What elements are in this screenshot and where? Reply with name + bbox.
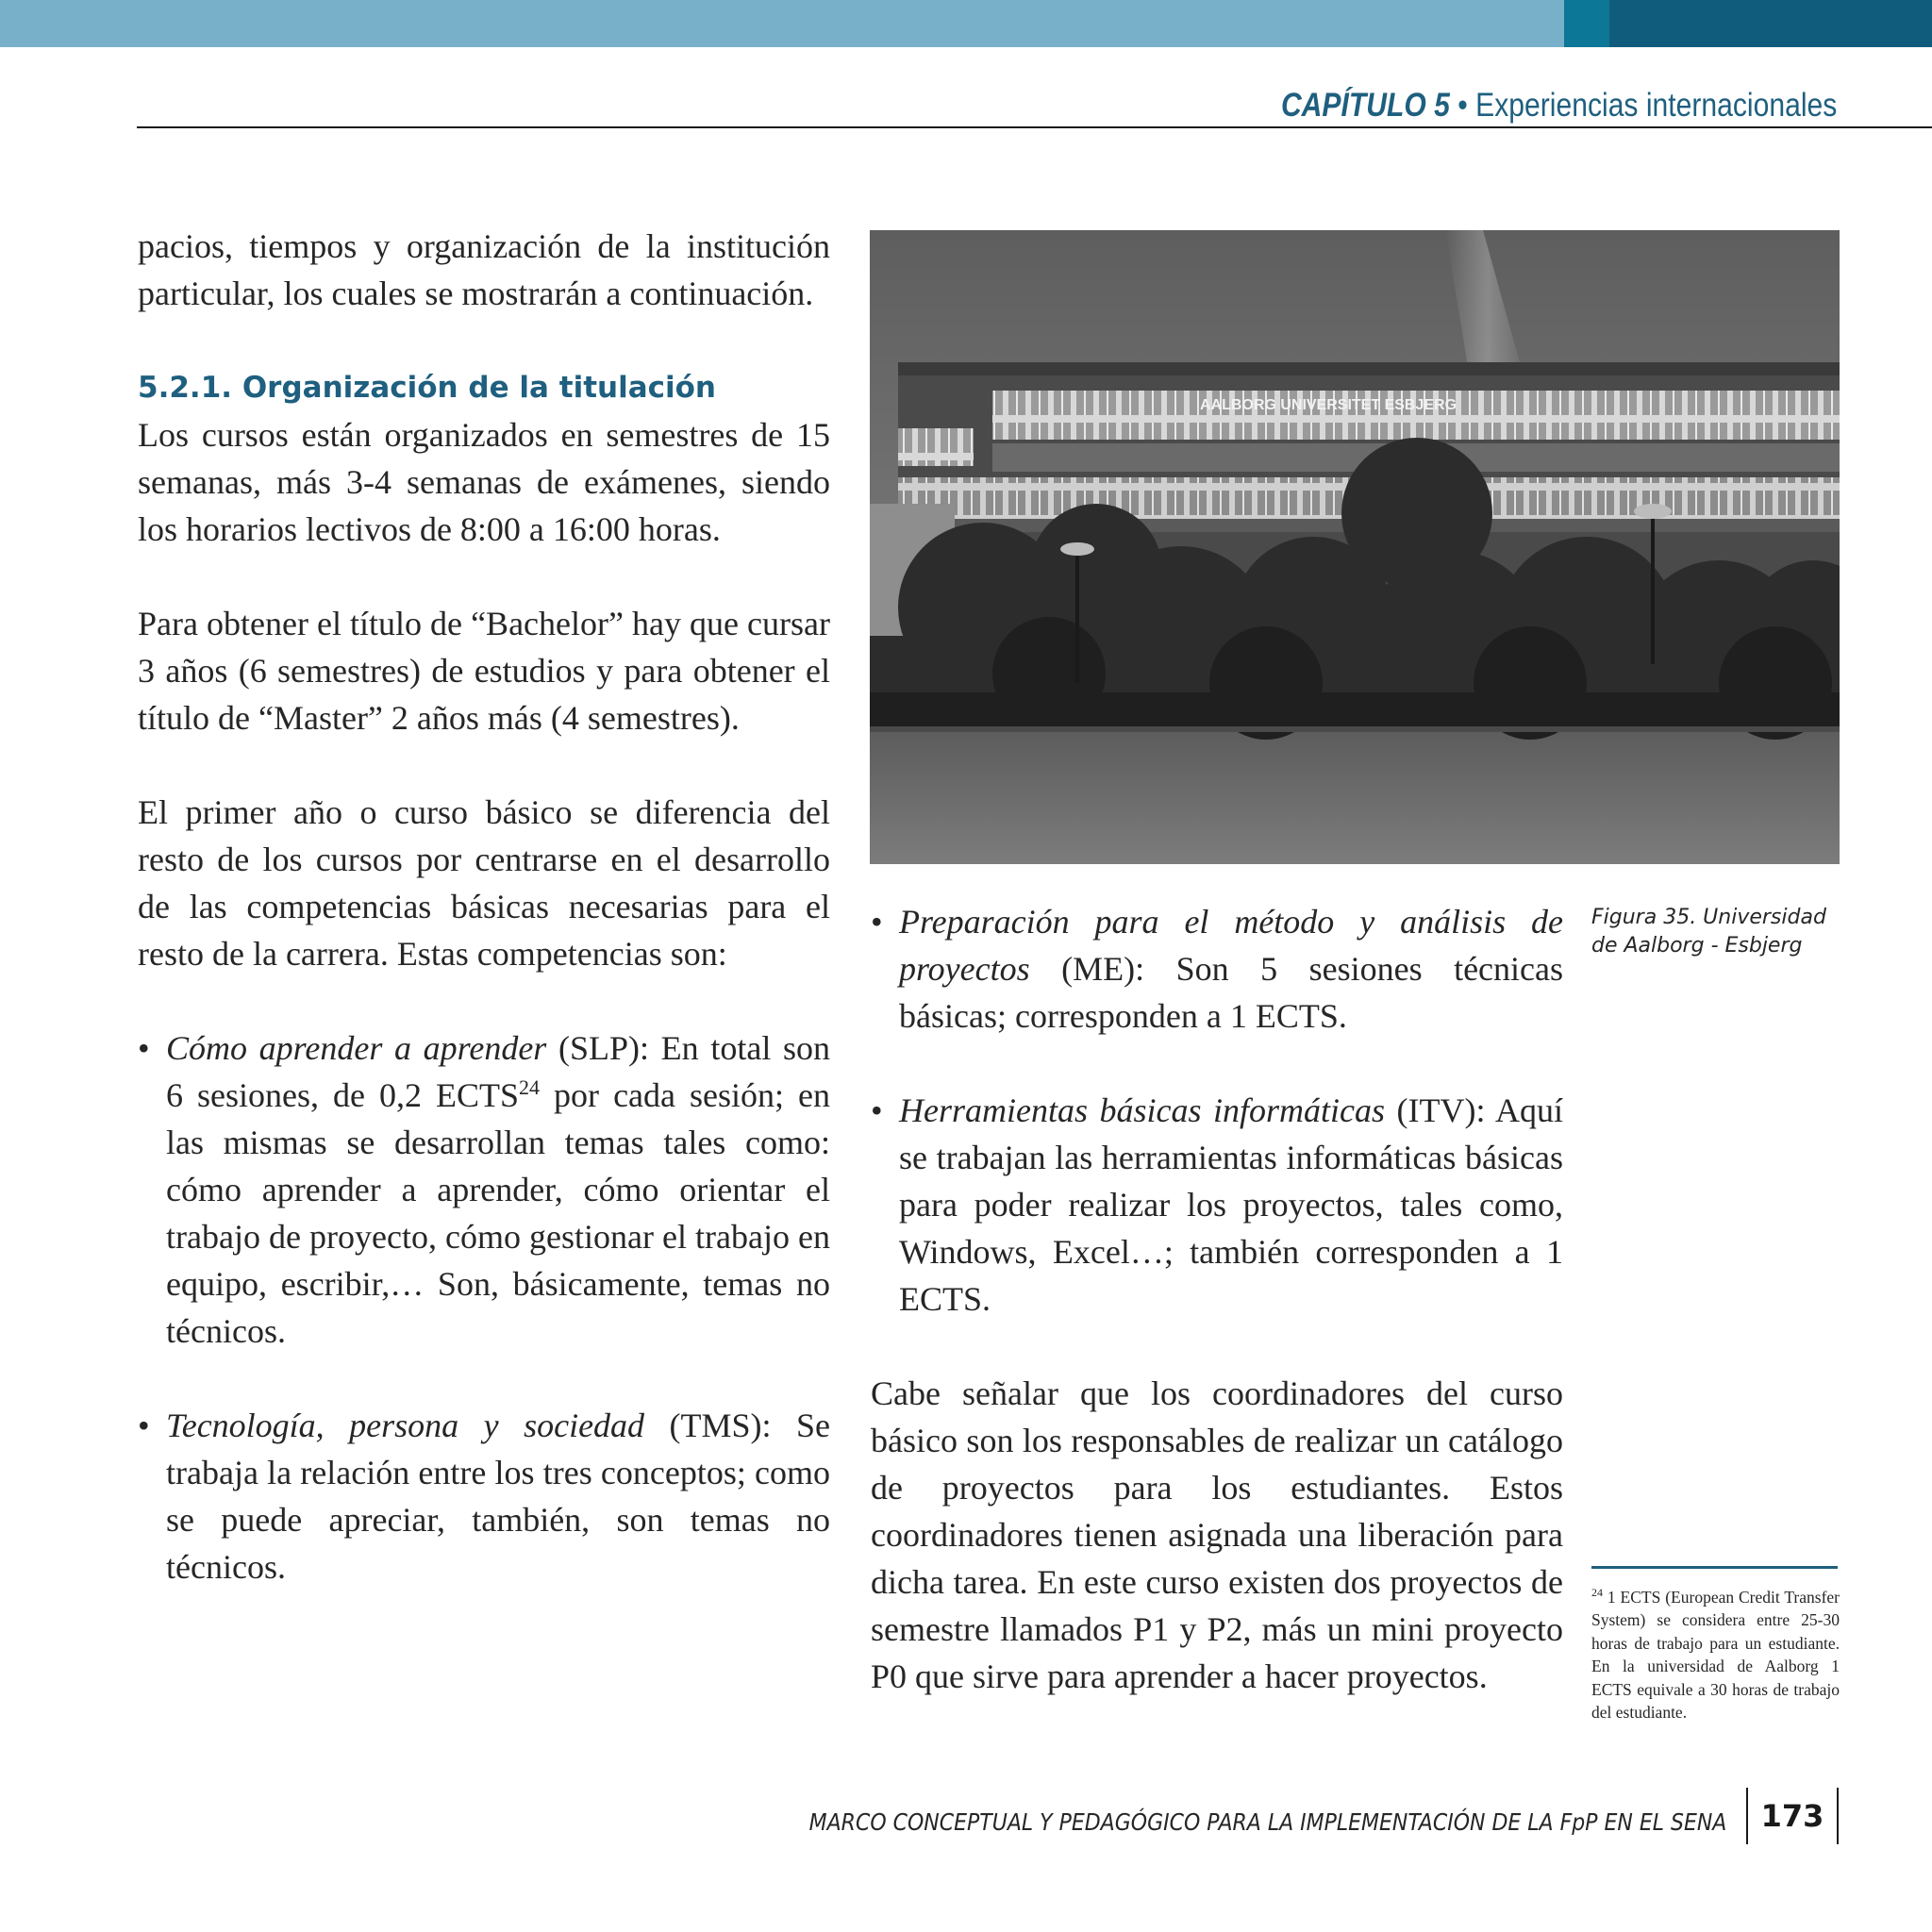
section-heading: 5.2.1. Organización de la titulación xyxy=(138,371,716,405)
university-building-photo xyxy=(870,230,1840,864)
bullet-title: Tecnología, persona y sociedad xyxy=(166,1407,645,1444)
bullet-text: (ME): Son 5 sesiones técnicas básicas; corresponden a 1 ECTS. xyxy=(899,950,1563,1035)
spacer xyxy=(871,1040,1563,1087)
intro-paragraph: pacios, tiempos y organización de la institución particular, los cuales se mostrarán a continuación. xyxy=(138,227,830,312)
footnote xyxy=(1591,1581,1840,1724)
bullet-title: Cómo aprender a aprender xyxy=(166,1029,547,1067)
paragraph-degrees: Para obtener el título de “Bachelor” hay que cursar 3 años (6 semestres) de estudios y para obtener el título de “Master” 2 años más (4 semestres). xyxy=(138,605,830,737)
bullet-me xyxy=(871,898,1563,1040)
bullet-dot: • xyxy=(871,1091,883,1129)
bullet-title: Herramientas básicas informáticas xyxy=(899,1091,1386,1129)
left-column xyxy=(138,223,830,1591)
bullet-slp xyxy=(138,1024,830,1355)
bullet-text: por cada sesión; en las mismas se desarrollan temas tales como: cómo aprender a aprender, cómo orientar el trabajo de proyecto, cómo gestionar el trabajo en equipo, escribir,… Son, básicamente, temas no técnicos. xyxy=(166,1076,831,1350)
building-sign: AALBORG UNIVERSITET ESBJERG xyxy=(1200,397,1457,413)
header-accent-block xyxy=(1564,0,1932,47)
footnote-ref[interactable]: 24 xyxy=(519,1075,541,1099)
chapter-title: Experiencias internacionales xyxy=(1474,87,1837,124)
footer-divider-right xyxy=(1837,1788,1839,1844)
header-accent-stripe xyxy=(1564,0,1609,47)
bullet-title: Preparación para el método y análisis de proyectos xyxy=(899,903,1563,988)
chapter-header xyxy=(1281,87,1837,125)
chapter-label: CAPÍTULO 5 xyxy=(1280,87,1450,124)
footnote-number: 24 xyxy=(1591,1586,1603,1599)
bullet-text: (TMS): Se trabaja la relación entre los tres conceptos; como se puede apreciar, también, son temas no técnicos. xyxy=(166,1407,831,1586)
spacer xyxy=(138,553,830,600)
spacer xyxy=(138,741,830,789)
spacer xyxy=(138,317,830,364)
footnote-text: 1 ECTS (European Credit Transfer System) se considera entre 25-30 horas de trabajo para un estudiante. En la universidad de Aalborg 1 ECTS equivale a 30 horas de trabajo del estudiante. xyxy=(1591,1587,1840,1723)
bullet-dot: • xyxy=(138,1029,150,1067)
bullet-tms xyxy=(138,1402,830,1591)
chapter-separator: • xyxy=(1449,87,1475,124)
paragraph-semesters: Los cursos están organizados en semestres de 15 semanas, más 3-4 semanas de exámenes, siendo los horarios lectivos de 8:00 a 16:00 horas. xyxy=(138,416,830,548)
spacer xyxy=(138,977,830,1024)
spacer xyxy=(138,1355,830,1402)
bullet-text: (SLP): En total son 6 sesiones, de 0,2 ECTS xyxy=(166,1029,830,1114)
footnote-rule xyxy=(1591,1566,1838,1569)
paragraph-coordinators: Cabe señalar que los coordinadores del curso básico son los responsables de realizar un catálogo de proyectos para los estudiantes. Estos coordinadores tienen asignada una liberación para dicha tarea. En este curso existen dos proyectos de semestre llamados P1 y P2, más un mini proyecto P0 que sirve para aprender a hacer proyectos. xyxy=(871,1374,1563,1695)
bullet-itv xyxy=(871,1087,1563,1323)
bullet-text: (ITV): Aquí se trabajan las herramientas informáticas básicas para poder realizar los proyectos, tales como, Windows, Excel…; también corresponden a 1 ECTS. xyxy=(899,1091,1563,1318)
right-column xyxy=(871,898,1563,1700)
bullet-dot: • xyxy=(871,903,883,941)
bullet-dot: • xyxy=(138,1407,150,1444)
header-rule xyxy=(137,126,1932,128)
paragraph-first-year: El primer año o curso básico se diferencia del resto de los cursos por centrarse en el desarrollo de las competencias básicas necesarias para el resto de la carrera. Estas competencias son: xyxy=(138,793,830,973)
spacer xyxy=(871,1323,1563,1370)
figure-photo xyxy=(870,230,1840,864)
page-number: 173 xyxy=(1760,1798,1824,1834)
footer-title: MARCO CONCEPTUAL Y PEDAGÓGICO PARA LA IMPLEMENTACIÓN DE LA FpP EN EL SENA xyxy=(808,1808,1726,1836)
figure-caption: Figura 35. Universidad de Aalborg - Esbjerg xyxy=(1591,906,1826,958)
